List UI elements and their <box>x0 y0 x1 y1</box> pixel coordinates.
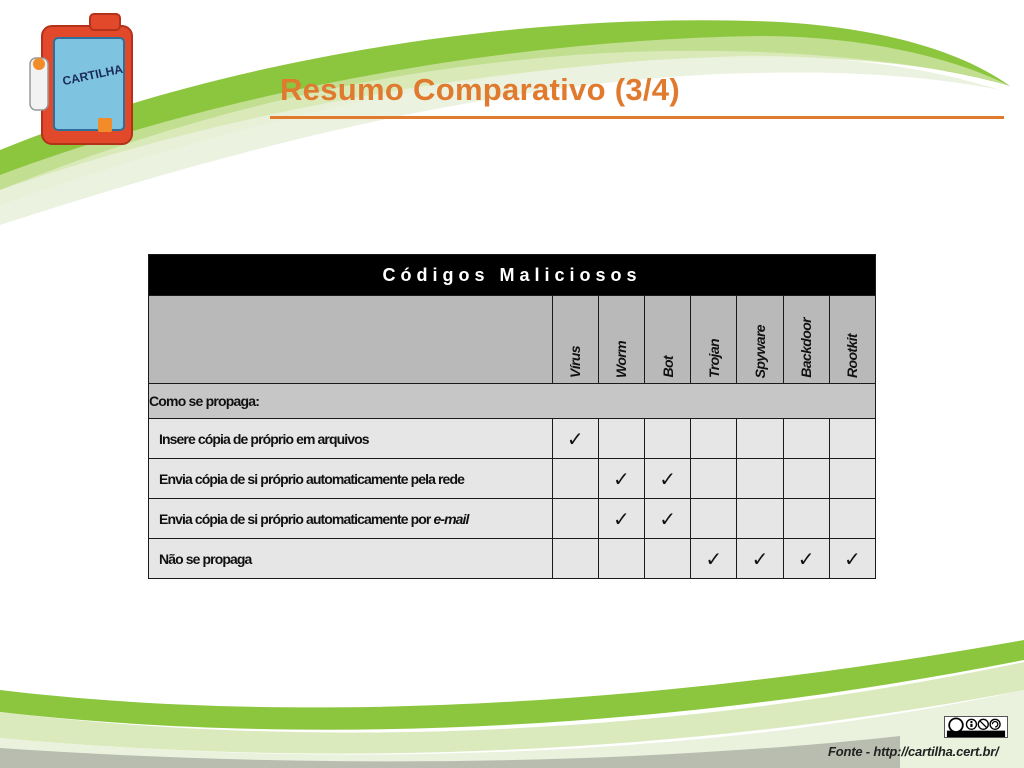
column-header-row <box>149 296 876 384</box>
check-mark-cell <box>783 459 829 499</box>
slide-title: Resumo Comparativo (3/4) <box>280 72 680 107</box>
table-row <box>149 499 876 539</box>
check-mark-cell <box>645 539 691 579</box>
check-mark-cell <box>691 419 737 459</box>
comparison-table <box>148 254 876 579</box>
check-mark-cell <box>552 539 598 579</box>
check-mark-cell <box>737 499 783 539</box>
check-mark-cell <box>829 499 875 539</box>
column-header-rootkit: Rootkit <box>829 296 875 384</box>
row-label: Envia cópia de si próprio automaticamente por e-mail <box>149 499 553 539</box>
check-mark-cell <box>829 419 875 459</box>
creative-commons-by-nc-sa-icon <box>944 716 1008 738</box>
check-mark-cell <box>552 499 598 539</box>
column-header-spyware: Spyware <box>737 296 783 384</box>
empty-header-cell <box>149 296 553 384</box>
table-heading: Códigos Maliciosos <box>149 255 876 296</box>
column-header-trojan: Trojan <box>691 296 737 384</box>
row-label: Insere cópia de próprio em arquivos <box>149 419 553 459</box>
row-label: Envia cópia de si próprio automaticamente pela rede <box>149 459 553 499</box>
table-row <box>149 459 876 499</box>
logo-label: CARTILHA <box>61 61 125 89</box>
check-mark-cell <box>737 459 783 499</box>
check-mark-cell: ✓ <box>829 539 875 579</box>
table-heading-row <box>149 255 876 296</box>
check-mark-cell: ✓ <box>645 499 691 539</box>
column-header-backdoor: Backdoor <box>783 296 829 384</box>
table-row <box>149 419 876 459</box>
check-mark-cell <box>645 419 691 459</box>
check-mark-cell: ✓ <box>783 539 829 579</box>
column-header-bot: Bot <box>645 296 691 384</box>
check-mark-cell <box>829 459 875 499</box>
title-underline <box>270 116 1004 119</box>
check-mark-cell <box>783 419 829 459</box>
check-mark-cell: ✓ <box>552 419 598 459</box>
section-label: Como se propaga: <box>149 384 876 419</box>
check-mark-cell <box>552 459 598 499</box>
check-mark-cell <box>737 419 783 459</box>
source-footer: Fonte - http://cartilha.cert.br/ <box>828 744 999 759</box>
check-mark-cell <box>598 539 644 579</box>
check-mark-cell: ✓ <box>598 499 644 539</box>
check-mark-cell <box>783 499 829 539</box>
column-header-worm: Worm <box>598 296 644 384</box>
check-mark-cell <box>691 499 737 539</box>
check-mark-cell: ✓ <box>737 539 783 579</box>
check-mark-cell <box>691 459 737 499</box>
table-row <box>149 539 876 579</box>
check-mark-cell <box>598 419 644 459</box>
check-mark-cell: ✓ <box>645 459 691 499</box>
row-label-italic: e-mail <box>433 510 469 527</box>
check-mark-cell: ✓ <box>691 539 737 579</box>
column-header-virus: Vírus <box>552 296 598 384</box>
section-row <box>149 384 876 419</box>
check-mark-cell: ✓ <box>598 459 644 499</box>
row-label: Não se propaga <box>149 539 553 579</box>
